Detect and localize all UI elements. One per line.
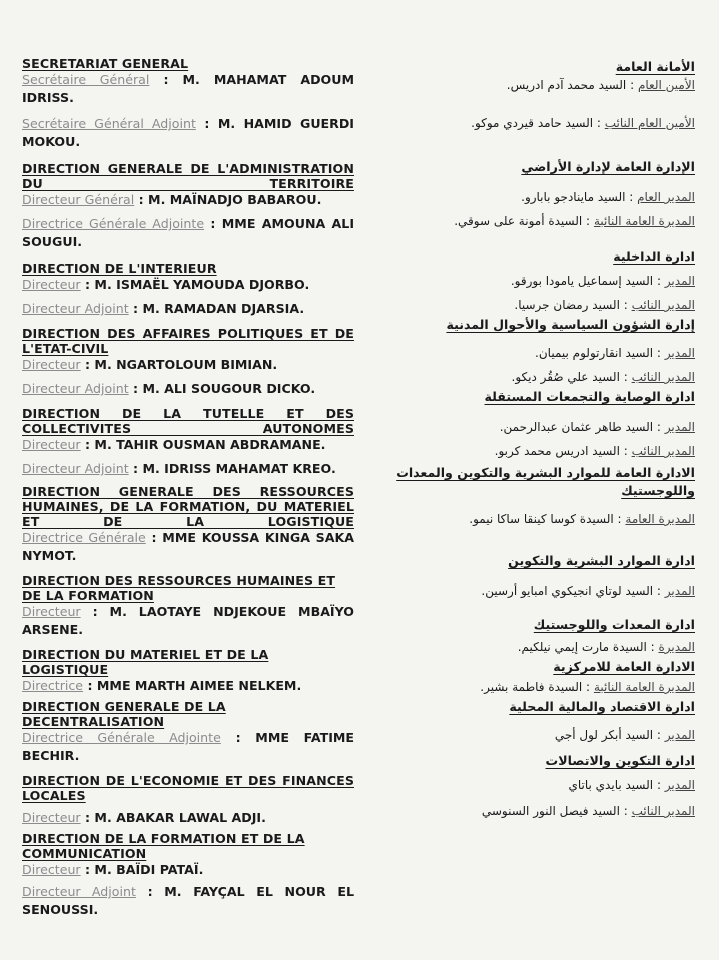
fr-official-name: : M. IDRISS MAHAMAT KREO. bbox=[133, 461, 336, 476]
ar-official-name: : السيد طاهر عثمان عبدالرحمن. bbox=[499, 420, 661, 434]
fr-entry-tutelle bbox=[22, 406, 354, 454]
fr-section-heading: DIRECTION GENERALE DES RESSOURCES HUMAINES, DE LA FORMATION, DU MATERIEL ET DE LA LOGISTIQUE bbox=[22, 484, 354, 529]
fr-role: Secrétaire Général bbox=[22, 72, 150, 87]
ar-role: الأمين العام bbox=[637, 78, 695, 92]
fr-entry-drh bbox=[22, 573, 354, 639]
ar-role: المدير العام bbox=[637, 190, 695, 204]
ar-section-heading: الأمانة العامة bbox=[615, 59, 695, 74]
fr-official-name: : M. ISMAËL YAMOUDA DJORBO. bbox=[85, 277, 310, 292]
fr-section-heading: DIRECTION DE L'ECONOMIE ET DES FINANCES LOCALES bbox=[22, 773, 354, 803]
ar-official-name: : السيدة كوسا كينقا ساكا نيمو. bbox=[469, 512, 622, 526]
fr-role: Directeur Adjoint bbox=[22, 461, 129, 476]
ar-role: المدير النائب bbox=[631, 370, 695, 384]
fr-section-heading: DIRECTION GENERALE DE LA DECENTRALISATION bbox=[22, 699, 226, 729]
fr-official-line bbox=[22, 115, 354, 151]
fr-official-line bbox=[22, 436, 354, 454]
ar-role: المدير bbox=[664, 346, 695, 360]
fr-role: Secrétaire Général Adjoint bbox=[22, 116, 196, 131]
fr-role: Directrice Générale Adjointe bbox=[22, 730, 221, 745]
fr-role: Directrice bbox=[22, 678, 84, 693]
fr-official-line bbox=[22, 883, 354, 919]
ar-entry-affaires-adjoint bbox=[365, 368, 695, 386]
ar-entry-dgrh bbox=[365, 464, 695, 528]
ar-role: المديرة العامة bbox=[625, 512, 695, 526]
ar-entry-tutelle bbox=[365, 388, 695, 436]
ar-official-line bbox=[365, 368, 695, 386]
ar-entry-interieur bbox=[365, 248, 695, 290]
fr-entry-dgat bbox=[22, 161, 354, 209]
fr-section-heading: DIRECTION DES RESSOURCES HUMAINES ET DE LA FORMATION bbox=[22, 573, 336, 603]
french-column bbox=[22, 56, 354, 919]
fr-role: Directeur bbox=[22, 810, 81, 825]
ar-official-name: : السيد إسماعيل يامودا بورقو. bbox=[510, 274, 661, 288]
fr-official-line bbox=[22, 380, 354, 398]
fr-official-name: : M. NGARTOLOUM BIMIAN. bbox=[85, 357, 278, 372]
fr-official-line bbox=[22, 356, 354, 374]
ar-official-line bbox=[365, 638, 695, 656]
fr-entry-economie bbox=[22, 773, 354, 827]
fr-role: Directrice Générale Adjointe bbox=[22, 216, 205, 231]
ar-section-heading: ادارة الاقتصاد والمالية المحلية bbox=[509, 699, 695, 714]
ar-official-name: : السيد رمضان جرسيا. bbox=[514, 298, 628, 312]
fr-role: Directrice Générale bbox=[22, 530, 146, 545]
fr-entry-formation-adjoint bbox=[22, 883, 354, 919]
fr-entry-secretariat bbox=[22, 56, 354, 107]
fr-official-name: : M. HAMID GUERDI MOKOU. bbox=[22, 116, 354, 149]
fr-role: Directeur bbox=[22, 604, 81, 619]
ar-role: المدير النائب bbox=[631, 804, 695, 818]
ar-entry-dgat bbox=[365, 158, 695, 206]
ar-official-line bbox=[365, 582, 695, 600]
fr-official-name: : M. BAÏDI PATAÏ. bbox=[85, 862, 204, 877]
ar-official-line bbox=[365, 776, 695, 794]
fr-entry-tutelle-adjoint bbox=[22, 460, 354, 478]
ar-official-line bbox=[365, 418, 695, 436]
fr-section-heading: SECRETARIAT GENERAL bbox=[22, 56, 189, 71]
fr-official-name: : MME KOUSSA KINGA SAKA NYMOT. bbox=[22, 530, 354, 563]
ar-entry-tutelle-adjoint bbox=[365, 442, 695, 460]
ar-section-heading: ادارة الوصاية والتجمعات المستقلة bbox=[484, 389, 695, 404]
ar-official-name: : السيد أبكر لول أجي bbox=[554, 728, 661, 742]
fr-entry-materiel bbox=[22, 647, 354, 695]
ar-official-name: : السيدة مارت إيمي نيلكيم. bbox=[517, 640, 655, 654]
ar-entry-formation-adjoint bbox=[365, 802, 695, 820]
fr-official-name: : M. TAHIR OUSMAN ABDRAMANE. bbox=[85, 437, 326, 452]
fr-entry-sg-adjoint bbox=[22, 115, 354, 151]
ar-official-line bbox=[365, 296, 695, 314]
ar-section-heading: ادارة المعدات واللوجستيك bbox=[533, 617, 695, 632]
fr-entry-decentralisation bbox=[22, 699, 354, 765]
ar-role: المديرة العامة النائبة bbox=[593, 680, 695, 694]
ar-section-heading: ادارة الداخلية bbox=[613, 249, 695, 264]
ar-role: المدير النائب bbox=[631, 298, 695, 312]
fr-official-line bbox=[22, 191, 354, 209]
ar-entry-dgat-adjointe bbox=[365, 212, 695, 230]
fr-official-line bbox=[22, 300, 354, 318]
ar-entry-economie bbox=[365, 698, 695, 744]
ar-official-line bbox=[365, 114, 695, 132]
ar-official-name: : السيد ماينادجو بابارو. bbox=[521, 190, 634, 204]
ar-section-heading: الادارة العامة للامركزية bbox=[553, 659, 695, 674]
ar-section-heading: الإدارة العامة لإدارة الأراضي bbox=[521, 159, 695, 174]
ar-official-name: : السيد حامد قيردي موكو. bbox=[471, 116, 601, 130]
ar-entry-drh bbox=[365, 552, 695, 600]
fr-official-line bbox=[22, 603, 354, 639]
fr-role: Directeur Général bbox=[22, 192, 135, 207]
fr-section-heading: DIRECTION DES AFFAIRES POLITIQUES ET DE L'ETAT-CIVIL bbox=[22, 326, 354, 356]
fr-section-heading: DIRECTION DU MATERIEL ET DE LA LOGISTIQUE bbox=[22, 647, 269, 677]
ar-official-name: : السيد محمد آدم ادريس. bbox=[506, 78, 635, 92]
fr-official-line bbox=[22, 677, 354, 695]
ar-section-heading: ادارة التكوين والاتصالات bbox=[545, 753, 695, 768]
ar-official-line bbox=[365, 442, 695, 460]
fr-official-line bbox=[22, 809, 354, 827]
ar-official-name: : السيدة أمونة على سوقي. bbox=[454, 214, 591, 228]
ar-official-name: : السيد لوتاي انجيكوي امبايو أرسين. bbox=[481, 584, 661, 598]
fr-role: Directeur bbox=[22, 357, 81, 372]
fr-official-line bbox=[22, 460, 354, 478]
fr-official-line bbox=[22, 71, 354, 107]
fr-official-name: : MME AMOUNA ALI SOUGUI. bbox=[22, 216, 355, 249]
ar-official-name: : السيدة فاطمة بشير. bbox=[480, 680, 591, 694]
ar-official-line bbox=[365, 188, 695, 206]
ar-role: المدير النائب bbox=[631, 444, 695, 458]
ar-role: المديرة bbox=[658, 640, 695, 654]
ar-section-heading: الادارة العامة للموارد البشرية والتكوين والمعدات واللوجستيك bbox=[396, 465, 695, 498]
fr-entry-affaires-adjoint bbox=[22, 380, 354, 398]
fr-official-line bbox=[22, 729, 354, 765]
fr-entry-affaires-politiques bbox=[22, 326, 354, 374]
fr-official-name: : M. FAYÇAL EL NOUR EL SENOUSSI. bbox=[22, 884, 354, 917]
fr-section-heading: DIRECTION DE LA TUTELLE ET DES COLLECTIVITES AUTONOMES bbox=[22, 406, 354, 436]
ar-role: المدير bbox=[664, 584, 695, 598]
fr-role: Directeur bbox=[22, 862, 81, 877]
fr-official-name: : M. MAÏNADJO BABAROU. bbox=[138, 192, 322, 207]
fr-role: Directeur Adjoint bbox=[22, 301, 129, 316]
ar-official-line bbox=[365, 76, 695, 94]
fr-role: Directeur bbox=[22, 277, 81, 292]
ar-official-name: : السيد علي صُقُر ديكو. bbox=[511, 370, 628, 384]
fr-official-name: : M. LAOTAYE NDJEKOUE MBAÏYO ARSENE. bbox=[22, 604, 354, 637]
fr-role: Directeur Adjoint bbox=[22, 381, 129, 396]
ar-role: المدير bbox=[664, 420, 695, 434]
ar-official-name: : السيد ادريس محمد كربو. bbox=[494, 444, 628, 458]
fr-role: Directeur bbox=[22, 437, 81, 452]
ar-role: الأمين العام النائب bbox=[604, 116, 695, 130]
fr-official-line bbox=[22, 215, 354, 251]
fr-section-heading: DIRECTION GENERALE DE L'ADMINISTRATION DU TERRITOIRE bbox=[22, 161, 354, 191]
ar-official-line bbox=[365, 678, 695, 696]
fr-official-line bbox=[22, 529, 354, 565]
fr-entry-interieur-adjoint bbox=[22, 300, 354, 318]
ar-role: المدير bbox=[664, 778, 695, 792]
fr-official-name: : MME FATIME BECHIR. bbox=[22, 730, 355, 763]
fr-section-heading: DIRECTION DE L'INTERIEUR bbox=[22, 261, 217, 276]
ar-role: المدير bbox=[664, 274, 695, 288]
fr-entry-formation-communication bbox=[22, 831, 354, 879]
ar-section-heading: إدارة الشؤون السياسية والأحوال المدنية bbox=[446, 317, 695, 332]
ar-section-heading: ادارة الموارد البشرية والتكوين bbox=[508, 553, 695, 568]
ar-entry-formation-communication bbox=[365, 752, 695, 794]
ar-official-line bbox=[365, 272, 695, 290]
ar-official-name: : السيد فيصل النور السنوسي bbox=[481, 804, 628, 818]
fr-section-heading: DIRECTION DE LA FORMATION ET DE LA COMMUNICATION bbox=[22, 831, 305, 861]
ar-entry-decentralisation bbox=[365, 658, 695, 696]
ar-official-line bbox=[365, 344, 695, 362]
ar-official-line bbox=[365, 802, 695, 820]
ar-official-name: : السيد بايدي باتاي bbox=[568, 778, 661, 792]
fr-official-line bbox=[22, 276, 354, 294]
ar-entry-materiel bbox=[365, 616, 695, 656]
fr-entry-dgrh bbox=[22, 484, 354, 565]
ar-entry-interieur-adjoint bbox=[365, 296, 695, 314]
ar-role: المديرة العامة النائبة bbox=[593, 214, 695, 228]
ar-official-line bbox=[365, 726, 695, 744]
ar-official-line bbox=[365, 510, 695, 528]
fr-official-name: : M. ABAKAR LAWAL ADJI. bbox=[85, 810, 266, 825]
fr-entry-dgat-adjointe bbox=[22, 215, 354, 251]
ar-role: المدير bbox=[664, 728, 695, 742]
ar-entry-affaires-politiques bbox=[365, 316, 695, 362]
fr-role: Directeur Adjoint bbox=[22, 884, 136, 899]
fr-entry-interieur bbox=[22, 261, 354, 294]
arabic-column bbox=[365, 56, 695, 820]
fr-official-line bbox=[22, 861, 354, 879]
fr-official-name: : M. RAMADAN DJARSIA. bbox=[133, 301, 305, 316]
fr-official-name: : MME MARTH AIMEE NELKEM. bbox=[87, 678, 302, 693]
ar-entry-sg-adjoint bbox=[365, 114, 695, 132]
ar-official-line bbox=[365, 212, 695, 230]
ar-entry-secretariat bbox=[365, 58, 695, 94]
fr-official-name: : M. MAHAMAT ADOUM IDRISS. bbox=[22, 72, 354, 105]
fr-official-name: : M. ALI SOUGOUR DICKO. bbox=[133, 381, 316, 396]
ar-official-name: : السيد انقارتولوم بيميان. bbox=[535, 346, 661, 360]
